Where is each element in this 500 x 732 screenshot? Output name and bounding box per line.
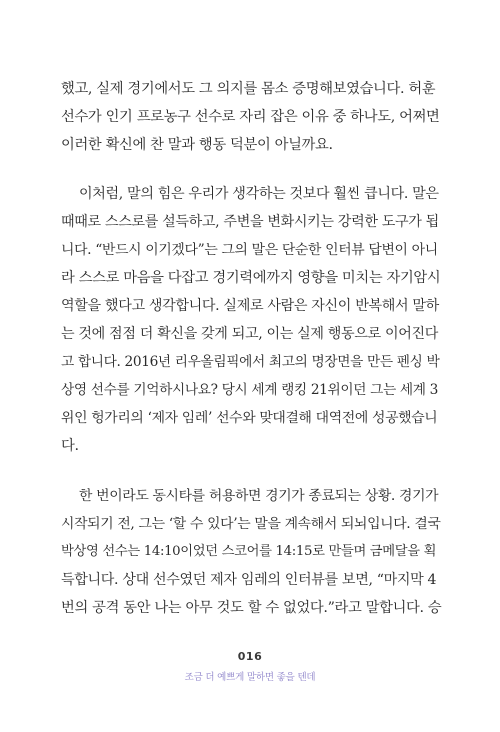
- paragraph-1-line-3: 이러한 확신에 찬 말과 행동 덕분이 아닐까요.: [61, 137, 333, 153]
- paragraph-2-line-2: 때때로 스스로를 설득하고, 주변을 변화시키는 강력한 도구가 됩: [61, 214, 439, 230]
- paragraph-1-line-2: 선수가 인기 프로농구 선수로 자리 잡은 이유 중 하나도, 어쩌면: [61, 109, 440, 125]
- paragraph-2-line-8: 상영 선수를 기억하시나요? 당시 세계 랭킹 21위이던 그는 세계 3: [61, 382, 439, 398]
- paragraph-2-line-6: 는 것에 점점 더 확신을 갖게 되고, 이는 실제 행동으로 이어진다: [61, 326, 439, 342]
- page-number: 016: [237, 650, 263, 663]
- paragraph-2-line-9: 위인 헝가리의 ‘제자 임레’ 선수와 맞대결해 대역전에 성공했습니: [61, 410, 438, 426]
- paragraph-2-line-10: 다.: [61, 438, 79, 454]
- paragraph-3-line-2: 시작되기 전, 그는 ‘할 수 있다’는 말을 계속해서 되뇌입니다. 결국: [61, 516, 441, 532]
- paragraph-2-line-3: 니다. “반드시 이기겠다”는 그의 말은 단순한 인터뷰 답변이 아니: [61, 242, 438, 258]
- paragraph-3-line-4: 득합니다. 상대 선수였던 제자 임레의 인터뷰를 보면, “마지막 4: [61, 572, 437, 588]
- paragraph-3-line-5: 번의 공격 동안 나는 아무 것도 할 수 없었다.”라고 말합니다. 승: [61, 600, 442, 616]
- paragraph-2-line-5: 역할을 했다고 생각합니다. 실제로 사람은 자신이 반복해서 말하: [61, 298, 439, 314]
- book-title: 조금 더 예쁘게 말하면 좋을 텐데: [184, 672, 316, 683]
- paragraph-3-line-3: 박상영 선수는 14:10이었던 스코어를 14:15로 만들며 금메달을 획: [61, 544, 437, 559]
- paragraph-2-line-7: 고 합니다. 2016년 리우올림픽에서 최고의 명장면을 만든 펜싱 박: [61, 354, 440, 370]
- paragraph-2-line-4: 라 스스로 마음을 다잡고 경기력에까지 영향을 미치는 자기암시: [61, 270, 441, 286]
- paragraph-3-line-1: 한 번이라도 동시타를 허용하면 경기가 종료되는 상황. 경기가: [79, 488, 439, 504]
- paragraph-2-line-1: 이처럼, 말의 힘은 우리가 생각하는 것보다 훨씬 큽니다. 말은: [79, 186, 439, 202]
- paragraph-1-line-1: 했고, 실제 경기에서도 그 의지를 몸소 증명해보였습니다. 허훈: [61, 81, 436, 97]
